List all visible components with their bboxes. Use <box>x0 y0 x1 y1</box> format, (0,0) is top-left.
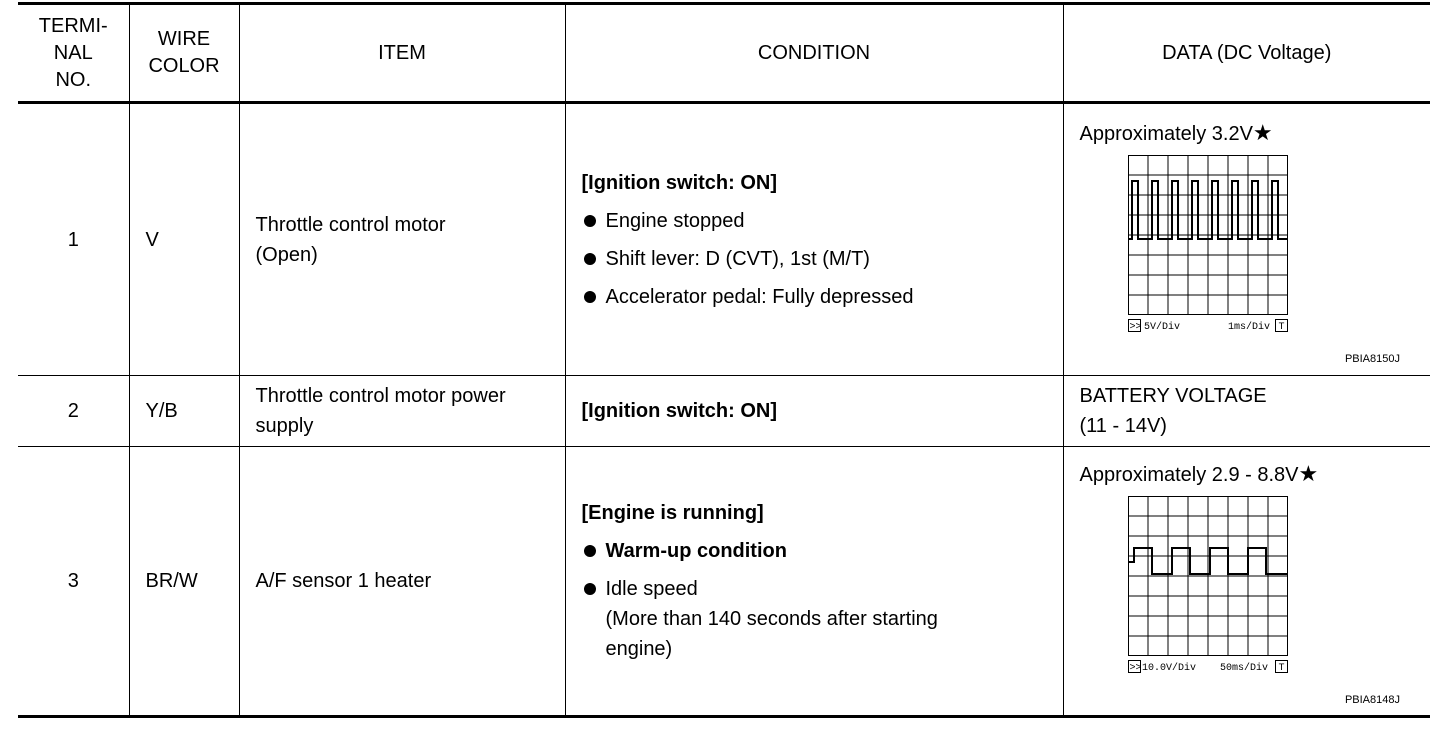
header-data: DATA (DC Voltage) <box>1063 4 1430 103</box>
bullet-icon <box>584 253 596 265</box>
item-cell <box>239 447 565 717</box>
bullet-text: Accelerator pedal: Fully depressed <box>605 285 914 308</box>
item-cell <box>239 103 565 376</box>
bullet-icon <box>584 215 596 227</box>
table-row <box>18 447 1430 717</box>
wire-color: BR/W <box>129 447 239 717</box>
scope-time-div: 50ms/Div <box>1219 663 1268 674</box>
bullet-text: Warm-up condition <box>605 540 787 562</box>
scope-arrow: >> <box>1129 322 1142 333</box>
condition-cell <box>565 447 1063 717</box>
data-cell <box>1063 447 1430 717</box>
scope-time-div: 1ms/Div <box>1227 322 1270 333</box>
scope-volt-div: 10.0V/Div <box>1141 663 1196 674</box>
star-icon: ★ <box>1298 461 1319 486</box>
header-condition: CONDITION <box>565 4 1063 103</box>
scope-arrow: >> <box>1129 663 1142 674</box>
item-cell <box>239 376 565 447</box>
oscilloscope-waveform <box>1128 496 1290 680</box>
data-value <box>1080 118 1431 149</box>
item-text: (Open) <box>255 243 318 266</box>
condition-bullet <box>582 282 1063 312</box>
condition-bullet <box>582 244 1063 274</box>
data-value <box>1080 459 1431 490</box>
terminal-no: 1 <box>18 103 129 376</box>
condition-cell <box>565 376 1063 447</box>
data-cell <box>1063 103 1430 376</box>
scope-trigger: T <box>1278 663 1285 674</box>
bullet-icon <box>584 545 596 557</box>
bullet-icon <box>584 583 596 595</box>
scope-trigger: T <box>1278 322 1285 333</box>
header-terminal: TERMI- NAL NO. <box>18 4 129 103</box>
terminal-table <box>18 2 1430 718</box>
bullet-subtext: engine) <box>605 638 673 660</box>
data-text: Approximately 3.2V <box>1079 123 1253 145</box>
wire-color: V <box>129 103 239 376</box>
figure-id: PBIA8148J <box>1344 694 1400 706</box>
bullet-text: Engine stopped <box>605 209 745 232</box>
oscilloscope-waveform <box>1128 155 1290 339</box>
condition-bullet <box>582 574 1063 664</box>
item-text: Throttle control motor <box>255 213 446 236</box>
condition-heading: [Engine is running] <box>581 502 764 524</box>
item-text: supply <box>255 415 314 437</box>
data-text: BATTERY VOLTAGE <box>1079 385 1267 407</box>
condition-bullet <box>582 206 1063 236</box>
condition-heading: [Ignition switch: ON] <box>581 400 778 422</box>
bullet-icon <box>584 291 596 303</box>
table-row <box>18 376 1430 447</box>
data-text: (11 - 14V) <box>1079 415 1167 437</box>
header-wire-color: WIRE COLOR <box>129 4 239 103</box>
condition-heading: [Ignition switch: ON] <box>581 171 778 194</box>
bullet-text: Shift lever: D (CVT), 1st (M/T) <box>605 247 870 270</box>
bullet-text: Idle speed <box>605 578 698 600</box>
condition-bullet <box>582 536 1063 566</box>
table-row <box>18 103 1430 376</box>
data-text: Approximately 2.9 - 8.8V <box>1079 464 1299 486</box>
wire-color: Y/B <box>129 376 239 447</box>
star-icon: ★ <box>1252 120 1273 145</box>
item-text: Throttle control motor power <box>255 385 506 407</box>
scope-volt-div: 5V/Div <box>1143 322 1180 333</box>
item-text: A/F sensor 1 heater <box>255 570 432 592</box>
figure-id: PBIA8150J <box>1344 353 1400 365</box>
condition-cell <box>565 103 1063 376</box>
data-cell <box>1063 376 1430 447</box>
terminal-no: 3 <box>18 447 129 717</box>
header-item: ITEM <box>239 4 565 103</box>
bullet-subtext: (More than 140 seconds after starting <box>605 608 938 630</box>
terminal-no: 2 <box>18 376 129 447</box>
